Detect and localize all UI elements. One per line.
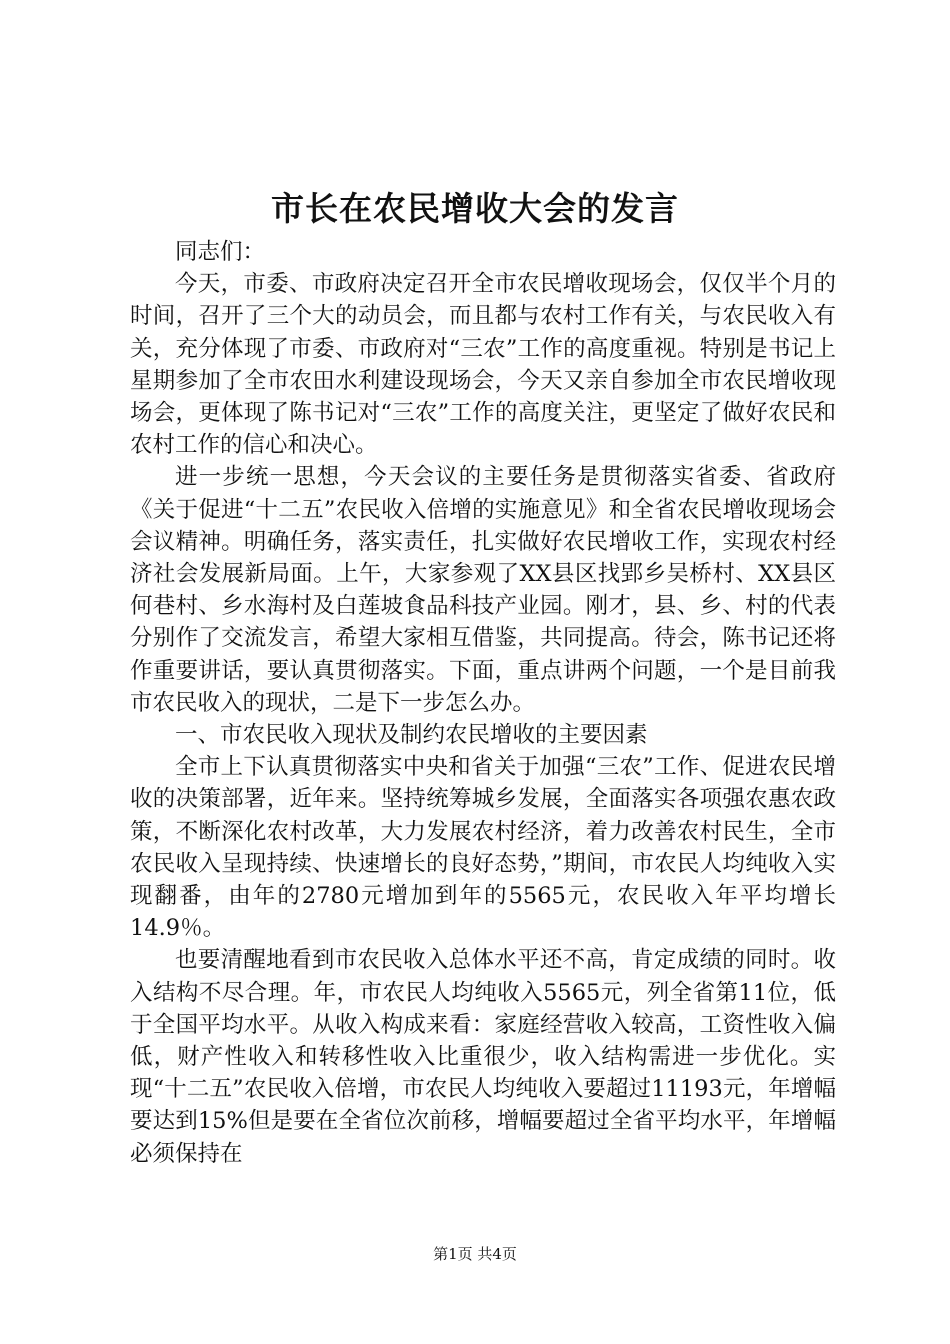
page-footer: 第1页 共4页 <box>433 1245 517 1263</box>
paragraph-2: 进一步统一思想，今天会议的主要任务是贯彻落实省委、省政府《关于促进“十二五”农民收入倍增的实施意见》和全省农民增收现场会会议精神。明确任务，落实责任，扎实做好农民增收工作，实现农村经济社会发展新局面。上午，大家参观了XX县区找郢乡吴桥村、XX县区何巷村、乡水海村及白莲坡食品科技产业园。刚才，县、乡、村的代表分别作了交流发言，希望大家相互借鉴，共同提高。待会，陈书记还将作重要讲话，要认真贯彻落实。下面，重点讲两个问题，一个是目前我市农民收入的现状，二是下一步怎么办。 <box>130 464 836 716</box>
paragraph-salutation: 同志们： <box>175 239 266 265</box>
section-heading-1: 一、市农民收入现状及制约农民增收的主要因素 <box>175 722 648 749</box>
document-body <box>130 236 836 1170</box>
paragraph-4: 也要清醒地看到市农民收入总体水平还不高，肯定成绩的同时。收入结构不尽合理。年，市农民人均纯收入5565元，列全省第11位，低于全国平均水平。从收入构成来看：家庭经营收入较高，工资性收入偏低，财产性收入和转移性收入比重很少，收入结构需进一步优化。实现“十二五”农民收入倍增，市农民人均纯收入要超过11193元，年增幅要达到15%但是要在全省位次前移，增幅要超过全省平均水平，年增幅必须保持在 <box>130 947 836 1167</box>
paragraph-1: 今天，市委、市政府决定召开全市农民增收现场会，仅仅半个月的时间，召开了三个大的动员会，而且都与农村工作有关，与农民收入有关，充分体现了市委、市政府对“三农”工作的高度重视。特别是书记上星期参加了全市农田水利建设现场会，今天又亲自参加全市农民增收现场会，更体现了陈书记对“三农”工作的高度关注，更坚定了做好农民和农村工作的信心和决心。 <box>130 271 836 459</box>
paragraph-3: 全市上下认真贯彻落实中央和省关于加强“三农”工作、促进农民增收的决策部署，近年来。坚持统筹城乡发展，全面落实各项强农惠农政策，不断深化农村改革，大力发展农村经济，着力改善农村民生，全市农民收入呈现持续、快速增长的良好态势，”期间，市农民人均纯收入实现翻番，由年的2780元增加到年的5565元，农民收入年平均增长14.9％。 <box>130 754 836 942</box>
page-title: 市长在农民增收大会的发言 <box>271 189 679 228</box>
